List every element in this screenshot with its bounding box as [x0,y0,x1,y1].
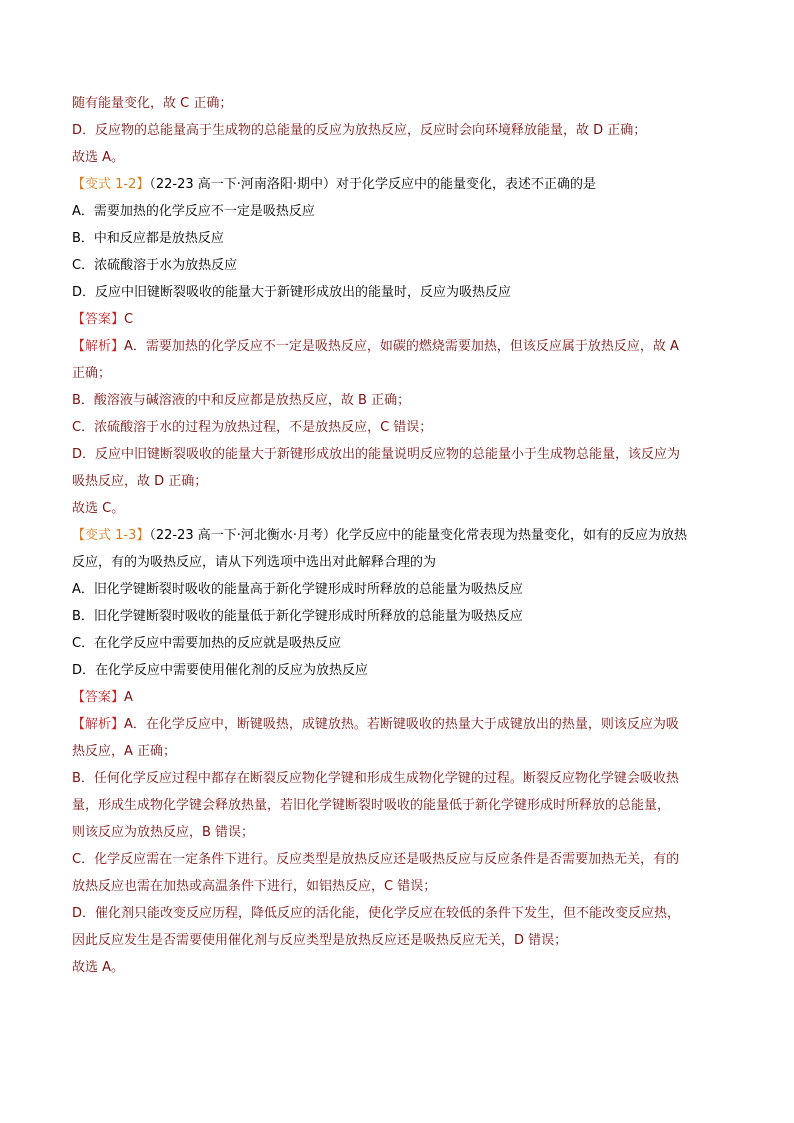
question-text: （22-23 高一下·河北衡水·月考）化学反应中的能量变化常表现为热量变化，如有的反应为放热 [149,528,688,543]
option-d: D．在化学反应中需要使用催化剂的反应为放热反应 [72,663,369,678]
option-d: D．反应中旧键断裂吸收的能量大于新键形成放出的能量时，反应为吸热反应 [72,285,512,300]
document-content [72,90,732,981]
analysis-line: C．浓硫酸溶于水的过程为放热过程，不是放热反应，C 错误； [72,420,433,435]
answer-value: A [124,690,133,705]
question-stem-1-2 [72,171,732,198]
option-b: B．中和反应都是放热反应 [72,231,224,246]
analysis-line: D．反应中旧键断裂吸收的能量大于新键形成放出的能量说明反应物的总能量小于生成物总能量，该反应为 [72,447,681,462]
option-a: A．旧化学键断裂时吸收的能量高于新化学键形成时所释放的总能量为吸热反应 [72,582,523,597]
option-c: C．在化学反应中需要加热的反应就是吸热反应 [72,636,342,651]
analysis-label: 【解析】 [72,339,125,354]
analysis-line: B．任何化学反应过程中都存在断裂反应物化学键和形成生成物化学键的过程。断裂反应物化学键会吸收热 [72,771,679,786]
analysis-line: 量，形成生成物化学键会释放热量，若旧化学键断裂时吸收的能量低于新化学键形成时所释放的总能量， [72,798,671,813]
variant-tag: 【变式 1-3】 [72,528,150,543]
solution-conclusion: 故选 A。 [72,150,125,165]
analysis-line: 热反应，A 正确； [72,744,177,759]
analysis-label: 【解析】 [72,717,125,732]
option-a: A．需要加热的化学反应不一定是吸热反应 [72,204,315,219]
option-b: B．旧化学键断裂时吸收的能量低于新化学键形成时所释放的总能量为吸热反应 [72,609,523,624]
analysis-line: B．酸溶液与碱溶液的中和反应都是放热反应，故 B 正确； [72,393,411,408]
analysis-line: 正确； [72,366,112,381]
analysis-text: A．在化学反应中，断键吸热，成键放热。若断键吸收的热量大于成键放出的热量，则该反应为吸 [124,717,679,732]
analysis-line [72,333,732,360]
option-c: C．浓硫酸溶于水为放热反应 [72,258,238,273]
answer-line [72,684,732,711]
question-text: （22-23 高一下·河南洛阳·期中）对于化学反应中的能量变化，表述不正确的是 [149,177,597,192]
analysis-line: 放热反应也需在加热或高温条件下进行，如铝热反应，C 错误； [72,879,437,894]
answer-label: 【答案】 [72,690,125,705]
analysis-line [72,711,732,738]
question-stem-1-3 [72,522,732,549]
analysis-line: 因此反应发生是否需要使用催化剂与反应类型是放热反应还是吸热反应无关，D 错误； [72,933,568,948]
analysis-line: C．化学反应需在一定条件下进行。反应类型是放热反应还是吸热反应与反应条件是否需要加热无关，有的 [72,852,680,867]
answer-line [72,306,732,333]
analysis-line: 吸热反应，故 D 正确； [72,474,208,489]
solution-line: 随有能量变化，故 C 正确； [72,96,233,111]
variant-tag: 【变式 1-2】 [72,177,150,192]
answer-label: 【答案】 [72,312,125,327]
solution-line: D．反应物的总能量高于生成物的总能量的反应为放热反应，反应时会向环境释放能量，故 D 正确； [72,123,647,138]
question-text-continued: 反应，有的为吸热反应，请从下列选项中选出对此解释合理的为 [72,555,437,570]
analysis-text: A．需要加热的化学反应不一定是吸热反应，如碳的燃烧需要加热，但该反应属于放热反应，故 A [124,339,679,354]
analysis-conclusion: 故选 C。 [72,501,125,516]
analysis-conclusion: 故选 A。 [72,960,125,975]
answer-value: C [124,312,134,327]
analysis-line: D．催化剂只能改变反应历程，降低反应的活化能，使化学反应在较低的条件下发生，但不能改变反应热， [72,906,681,921]
analysis-line: 则该反应为放热反应，B 错误； [72,825,255,840]
